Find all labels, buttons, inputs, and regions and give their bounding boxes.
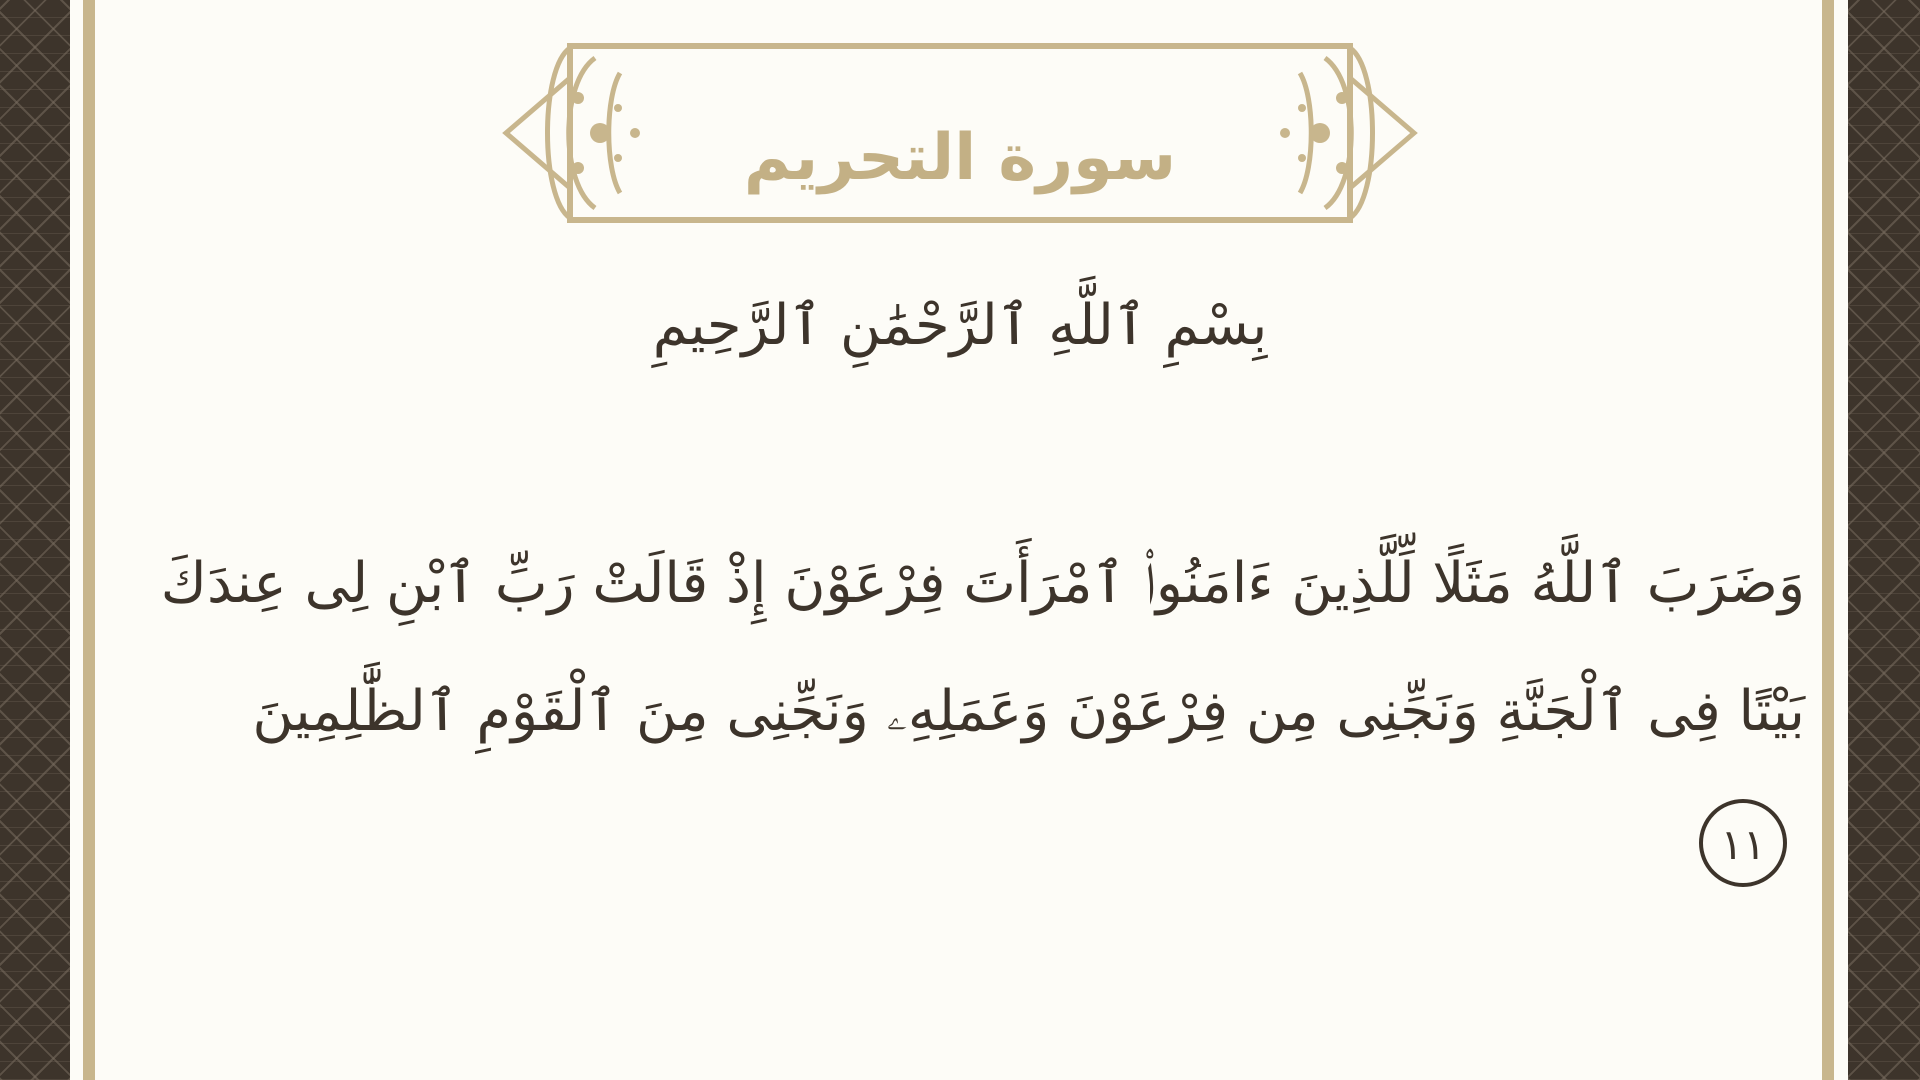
surah-title-frame xyxy=(500,38,1420,228)
verse xyxy=(150,520,1805,904)
left-ornamental-border xyxy=(0,0,70,1080)
right-gold-rule xyxy=(1822,0,1834,1080)
surah-title: سورة التحريم xyxy=(743,121,1177,195)
verse-text: وَضَرَبَ ٱللَّهُ مَثَلًا لِّلَّذِينَ ءَامَنُوا۟ ٱمْرَأَتَ فِرْعَوْنَ إِذْ قَالَتْ رَبِّ ٱبْنِ لِى عِندَكَ بَيْتًا فِى ٱلْجَنَّةِ وَنَجِّنِى مِن فِرْعَوْنَ وَعَمَلِهِۦ وَنَجِّنِى مِنَ ٱلْقَوْمِ ٱلظَّٰلِمِينَ xyxy=(160,551,1805,744)
right-ornamental-border xyxy=(1848,0,1920,1080)
basmala: بِسْمِ ٱللَّهِ ٱلرَّحْمَٰنِ ٱلرَّحِيمِ xyxy=(652,293,1268,358)
ayah-number-badge: ١١ xyxy=(1699,799,1787,887)
left-gold-rule xyxy=(83,0,95,1080)
